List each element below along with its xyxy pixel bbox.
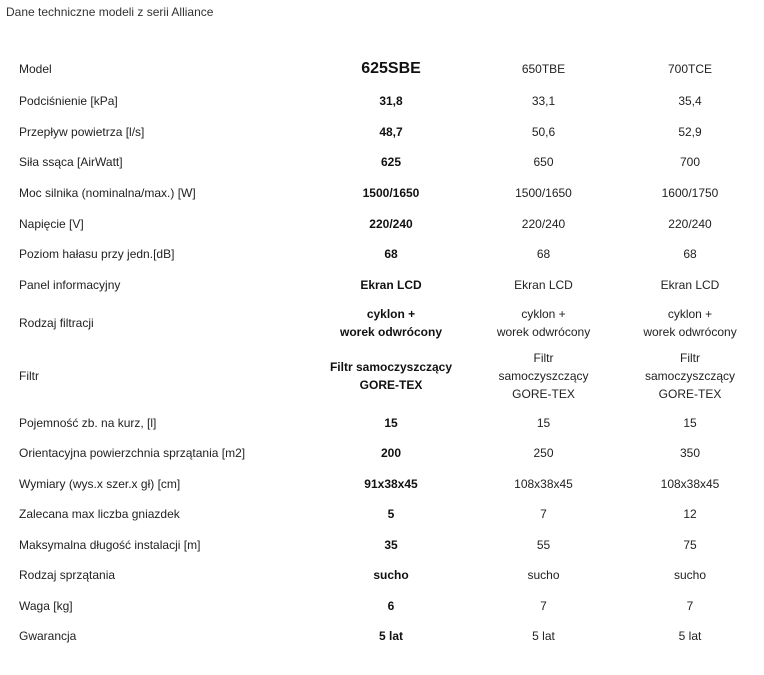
model-1-value bbox=[311, 269, 471, 300]
model-1-value bbox=[311, 208, 471, 239]
table-row bbox=[0, 407, 764, 438]
table-row bbox=[0, 590, 764, 621]
model-3-value bbox=[616, 621, 764, 651]
model-2-value bbox=[471, 499, 616, 529]
value-line: 108x38x45 bbox=[660, 476, 720, 491]
value-line: Filtr bbox=[533, 351, 554, 365]
value-line: 75 bbox=[683, 537, 697, 552]
value-line: 5 lat bbox=[378, 629, 403, 643]
model-2-value bbox=[471, 621, 616, 651]
model-1-value bbox=[311, 52, 471, 85]
model-2-value bbox=[471, 85, 616, 116]
model-2-value bbox=[471, 269, 616, 300]
model-3-value bbox=[616, 147, 764, 177]
value-line: 220/240 bbox=[369, 216, 413, 231]
model-3-value bbox=[616, 177, 764, 208]
table-row bbox=[0, 147, 764, 177]
spec-table bbox=[0, 52, 764, 651]
model-1-value bbox=[311, 85, 471, 116]
row-label: Poziom hałasu przy jedn.[dB] bbox=[19, 247, 175, 261]
value-line: 15 bbox=[683, 415, 697, 430]
value-line: GORE-TEX bbox=[512, 387, 575, 401]
table-row bbox=[0, 345, 764, 407]
value-line: 220/240 bbox=[668, 216, 712, 231]
row-label: Gwarancja bbox=[19, 629, 77, 643]
value-line: Filtr bbox=[680, 351, 700, 365]
value-line: cyklon + bbox=[366, 306, 416, 321]
model-3-value bbox=[616, 560, 764, 590]
model-2-value bbox=[471, 590, 616, 621]
value-line: 68 bbox=[536, 247, 551, 261]
value-line: 700TCE bbox=[667, 61, 713, 76]
value-line: 6 bbox=[387, 598, 395, 613]
model-2-value bbox=[471, 116, 616, 147]
row-label: Waga [kg] bbox=[19, 598, 73, 613]
table-row bbox=[0, 208, 764, 239]
model-3-value bbox=[616, 345, 764, 407]
model-3-value bbox=[616, 85, 764, 116]
value-line: 68 bbox=[384, 247, 398, 261]
model-3-value bbox=[616, 499, 764, 529]
value-line: worek odwrócony bbox=[339, 324, 443, 339]
value-line: 7 bbox=[686, 598, 694, 613]
model-3-value bbox=[616, 300, 764, 345]
model-2-value bbox=[471, 345, 616, 407]
model-3-value bbox=[616, 438, 764, 468]
value-line: worek odwrócony bbox=[496, 324, 591, 339]
row-label: Wymiary (wys.x szer.x gł) [cm] bbox=[19, 476, 181, 491]
model-2-value bbox=[471, 529, 616, 560]
table-row bbox=[0, 529, 764, 560]
row-label: Filtr bbox=[19, 369, 39, 383]
value-line: 350 bbox=[679, 446, 701, 460]
value-line: Filtr samoczyszczący bbox=[329, 360, 453, 374]
model-3-value bbox=[616, 590, 764, 621]
row-label: Model bbox=[19, 61, 52, 76]
row-label: Panel informacyjny bbox=[19, 277, 121, 292]
model-1-value bbox=[311, 560, 471, 590]
model-3-value bbox=[616, 208, 764, 239]
value-line: 35,4 bbox=[678, 93, 702, 108]
value-line: 5 lat bbox=[532, 629, 555, 643]
model-1-value bbox=[311, 621, 471, 651]
model-2-value bbox=[471, 438, 616, 468]
model-1-value bbox=[311, 407, 471, 438]
value-line: 7 bbox=[540, 507, 547, 521]
value-line: 5 lat bbox=[678, 629, 702, 643]
value-line: 700 bbox=[679, 155, 701, 169]
value-line: 200 bbox=[380, 446, 402, 460]
value-line: 1600/1750 bbox=[661, 185, 719, 200]
model-3-value bbox=[616, 269, 764, 300]
value-line: cyklon + bbox=[521, 306, 566, 321]
model-1-value bbox=[311, 345, 471, 407]
model-1-value bbox=[311, 116, 471, 147]
model-3-value bbox=[616, 239, 764, 269]
value-line: GORE-TEX bbox=[359, 378, 423, 392]
model-2-value bbox=[471, 147, 616, 177]
value-line: 91x38x45 bbox=[364, 476, 418, 491]
value-line: 1500/1650 bbox=[362, 185, 420, 200]
value-line: 50,6 bbox=[531, 124, 556, 139]
value-line: 625SBE bbox=[361, 59, 421, 77]
row-label: Maksymalna długość instalacji [m] bbox=[19, 537, 201, 552]
value-line: Ekran LCD bbox=[360, 277, 422, 292]
row-label: Zalecana max liczba gniazdek bbox=[19, 507, 180, 521]
value-line: 48,7 bbox=[379, 124, 403, 139]
value-line: 31,8 bbox=[379, 93, 403, 108]
value-line: 15 bbox=[536, 415, 551, 430]
value-line: sucho bbox=[527, 568, 560, 582]
model-1-value bbox=[311, 438, 471, 468]
model-3-value bbox=[616, 529, 764, 560]
row-label: Podciśnienie [kPa] bbox=[19, 93, 118, 108]
model-2-value bbox=[471, 208, 616, 239]
row-label: Rodzaj filtracji bbox=[19, 315, 94, 330]
model-2-value bbox=[471, 239, 616, 269]
value-line: 12 bbox=[683, 507, 697, 521]
model-3-value bbox=[616, 116, 764, 147]
model-3-value bbox=[616, 407, 764, 438]
table-row bbox=[0, 438, 764, 468]
value-line: 33,1 bbox=[531, 93, 556, 108]
row-label: Przepływ powietrza [l/s] bbox=[19, 124, 145, 139]
table-row bbox=[0, 300, 764, 345]
value-line: 250 bbox=[533, 446, 554, 460]
table-row bbox=[0, 560, 764, 590]
row-label: Siła ssąca [AirWatt] bbox=[19, 155, 123, 169]
table-row bbox=[0, 269, 764, 300]
model-2-value bbox=[471, 300, 616, 345]
value-line: samoczyszczący bbox=[644, 369, 736, 383]
value-line: sucho bbox=[673, 568, 707, 582]
value-line: cyklon + bbox=[667, 306, 713, 321]
model-1-value bbox=[311, 590, 471, 621]
value-line: 68 bbox=[683, 247, 697, 261]
table-row bbox=[0, 177, 764, 208]
model-1-value bbox=[311, 147, 471, 177]
model-2-value bbox=[471, 52, 616, 85]
value-line: 55 bbox=[536, 537, 551, 552]
table-row bbox=[0, 52, 764, 85]
value-line: Ekran LCD bbox=[514, 277, 573, 292]
value-line: 108x38x45 bbox=[514, 476, 573, 491]
value-line: 15 bbox=[384, 415, 398, 430]
row-label: Orientacyjna powierzchnia sprzątania [m2] bbox=[19, 446, 246, 460]
table-row bbox=[0, 85, 764, 116]
value-line: GORE-TEX bbox=[658, 387, 722, 401]
value-line: Ekran LCD bbox=[660, 277, 720, 292]
model-1-value bbox=[311, 300, 471, 345]
table-row bbox=[0, 499, 764, 529]
value-line: 52,9 bbox=[678, 124, 702, 139]
model-2-value bbox=[471, 407, 616, 438]
value-line: 1500/1650 bbox=[515, 185, 572, 200]
value-line: 7 bbox=[540, 598, 547, 613]
spec-table-body bbox=[0, 52, 764, 651]
value-line: 650TBE bbox=[521, 61, 566, 76]
row-label: Pojemność zb. na kurz, [l] bbox=[19, 415, 157, 430]
model-3-value bbox=[616, 52, 764, 85]
table-row bbox=[0, 621, 764, 651]
model-1-value bbox=[311, 468, 471, 499]
value-line: 625 bbox=[380, 155, 402, 169]
model-2-value bbox=[471, 468, 616, 499]
value-line: worek odwrócony bbox=[643, 324, 737, 339]
row-label: Rodzaj sprzątania bbox=[19, 568, 116, 582]
row-label: Moc silnika (nominalna/max.) [W] bbox=[19, 185, 196, 200]
table-row bbox=[0, 116, 764, 147]
value-line: 650 bbox=[533, 155, 554, 169]
model-3-value bbox=[616, 468, 764, 499]
model-1-value bbox=[311, 499, 471, 529]
model-1-value bbox=[311, 177, 471, 208]
value-line: samoczyszczący bbox=[498, 369, 589, 383]
value-line: 5 bbox=[387, 507, 395, 521]
row-label: Napięcie [V] bbox=[19, 216, 84, 231]
table-row bbox=[0, 468, 764, 499]
value-line: 35 bbox=[384, 537, 398, 552]
value-line: sucho bbox=[373, 568, 409, 582]
value-line: 220/240 bbox=[521, 216, 566, 231]
page-title: Dane techniczne modeli z serii Alliance bbox=[6, 5, 214, 19]
table-row bbox=[0, 239, 764, 269]
model-1-value bbox=[311, 239, 471, 269]
model-2-value bbox=[471, 560, 616, 590]
model-2-value bbox=[471, 177, 616, 208]
model-1-value bbox=[311, 529, 471, 560]
